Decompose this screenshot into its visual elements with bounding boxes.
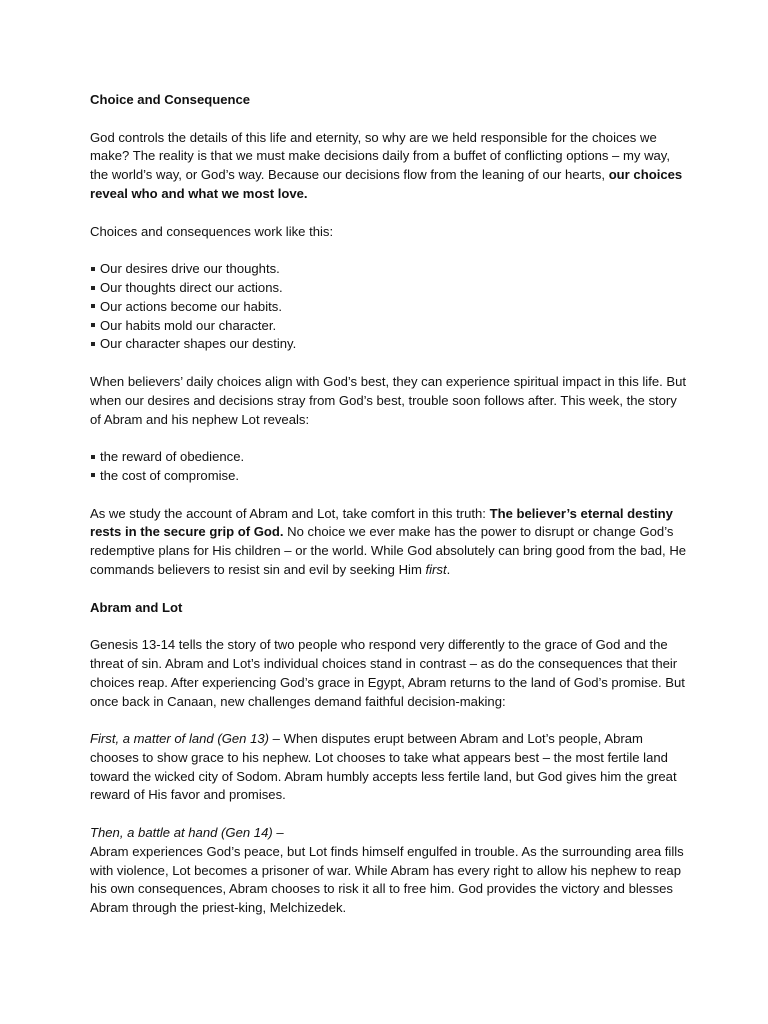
list-item-text: Our habits mold our character. xyxy=(100,317,277,333)
battle-dash: – xyxy=(272,825,284,841)
list-item-text: Our actions become our habits. xyxy=(100,298,282,314)
reveals-list xyxy=(90,448,690,486)
land-label: First, a matter of land (Gen 13) xyxy=(90,731,270,747)
comfort-text-a: As we study the account of Abram and Lot, take comfort in this truth: xyxy=(90,505,490,521)
comfort-text-end: . xyxy=(446,561,451,577)
comfort-italic: first xyxy=(425,561,447,577)
list-item xyxy=(90,279,690,298)
intro-text: God controls the details of this life and eternity, so why are we held responsible for the choices we make? The reality is that we must make decisions daily from a buffet of conflicting options – my way, the world’s way, or God’s way. Because our decisions flow from the leaning of our hearts, xyxy=(90,129,671,183)
believers-paragraph: When believers’ daily choices align with God’s best, they can experience spiritual impact in this life. But when our desires and decisions stray from God’s best, trouble soon follows after. This week, the story of Abram and his nephew Lot reveals: xyxy=(90,373,687,427)
chain-lead-text: Choices and consequences work like this: xyxy=(90,223,334,239)
comfort-emphasis: The believer’s eternal destiny rests in the secure grip of God. xyxy=(90,505,673,540)
bullet-icon xyxy=(91,267,95,271)
bullet-icon xyxy=(91,286,95,290)
bullet-icon xyxy=(91,455,95,459)
document-page xyxy=(90,91,690,937)
list-item xyxy=(90,467,690,486)
genesis-paragraph: Genesis 13-14 tells the story of two people who respond very differently to the grace of God and the threat of sin. Abram and Lot’s individual choices stand in contrast – as do the consequences that their choices reap. After experiencing God’s grace in Egypt, Abram returns to the land of God’s promise. But once back in Canaan, new challenges demand faithful decision-making: xyxy=(90,637,685,709)
list-item xyxy=(90,317,690,336)
land-text: – When disputes erupt between Abram and Lot’s people, Abram chooses to show grace to his nephew. Lot chooses to take what appears best – the most fertile land toward the wicked city of Sodom. Abram humbly accepts less fertile land, but God gives him the great reward of His favor and promises. xyxy=(90,731,677,803)
battle-text: Abram experiences God’s peace, but Lot finds himself engulfed in trouble. As the surrounding area fills with violence, Lot becomes a prisoner of war. While Abram has every right to allow his nephew to reap his own consequences, Abram chooses to risk it all to free him. God provides the victory and blesses Abram through the priest-king, Melchizedek. xyxy=(90,843,684,916)
bullet-icon xyxy=(91,323,95,327)
list-item-text: Our character shapes our destiny. xyxy=(100,336,297,352)
list-item xyxy=(90,298,690,317)
land-paragraph xyxy=(90,730,690,805)
section-heading-choice-and-consequence: Choice and Consequence xyxy=(90,92,251,107)
list-item-text: Our thoughts direct our actions. xyxy=(100,279,283,295)
list-item xyxy=(90,335,690,354)
list-item-text: Our desires drive our thoughts. xyxy=(100,261,280,277)
intro-paragraph xyxy=(90,129,690,204)
consequence-chain-list xyxy=(90,260,690,354)
comfort-text-b: No choice we ever make has the power to disrupt or change God’s redemptive plans for His children – or the world. While God absolutely can bring good from the bad, He commands believers to resist sin and evil by seeking Him xyxy=(90,524,687,577)
intro-emphasis: our choices reveal who and what we most love. xyxy=(90,167,683,201)
bullet-icon xyxy=(91,473,95,477)
section-heading-abram-and-lot: Abram and Lot xyxy=(90,599,183,615)
battle-label: Then, a battle at hand (Gen 14) xyxy=(90,825,273,841)
list-item xyxy=(90,448,690,467)
bullet-icon xyxy=(91,304,95,308)
list-item-text: the cost of compromise. xyxy=(100,467,239,483)
battle-paragraph xyxy=(90,824,690,918)
comfort-paragraph xyxy=(90,505,690,580)
bullet-icon xyxy=(91,342,95,346)
list-item xyxy=(90,260,690,279)
list-item-text: the reward of obedience. xyxy=(100,449,245,465)
